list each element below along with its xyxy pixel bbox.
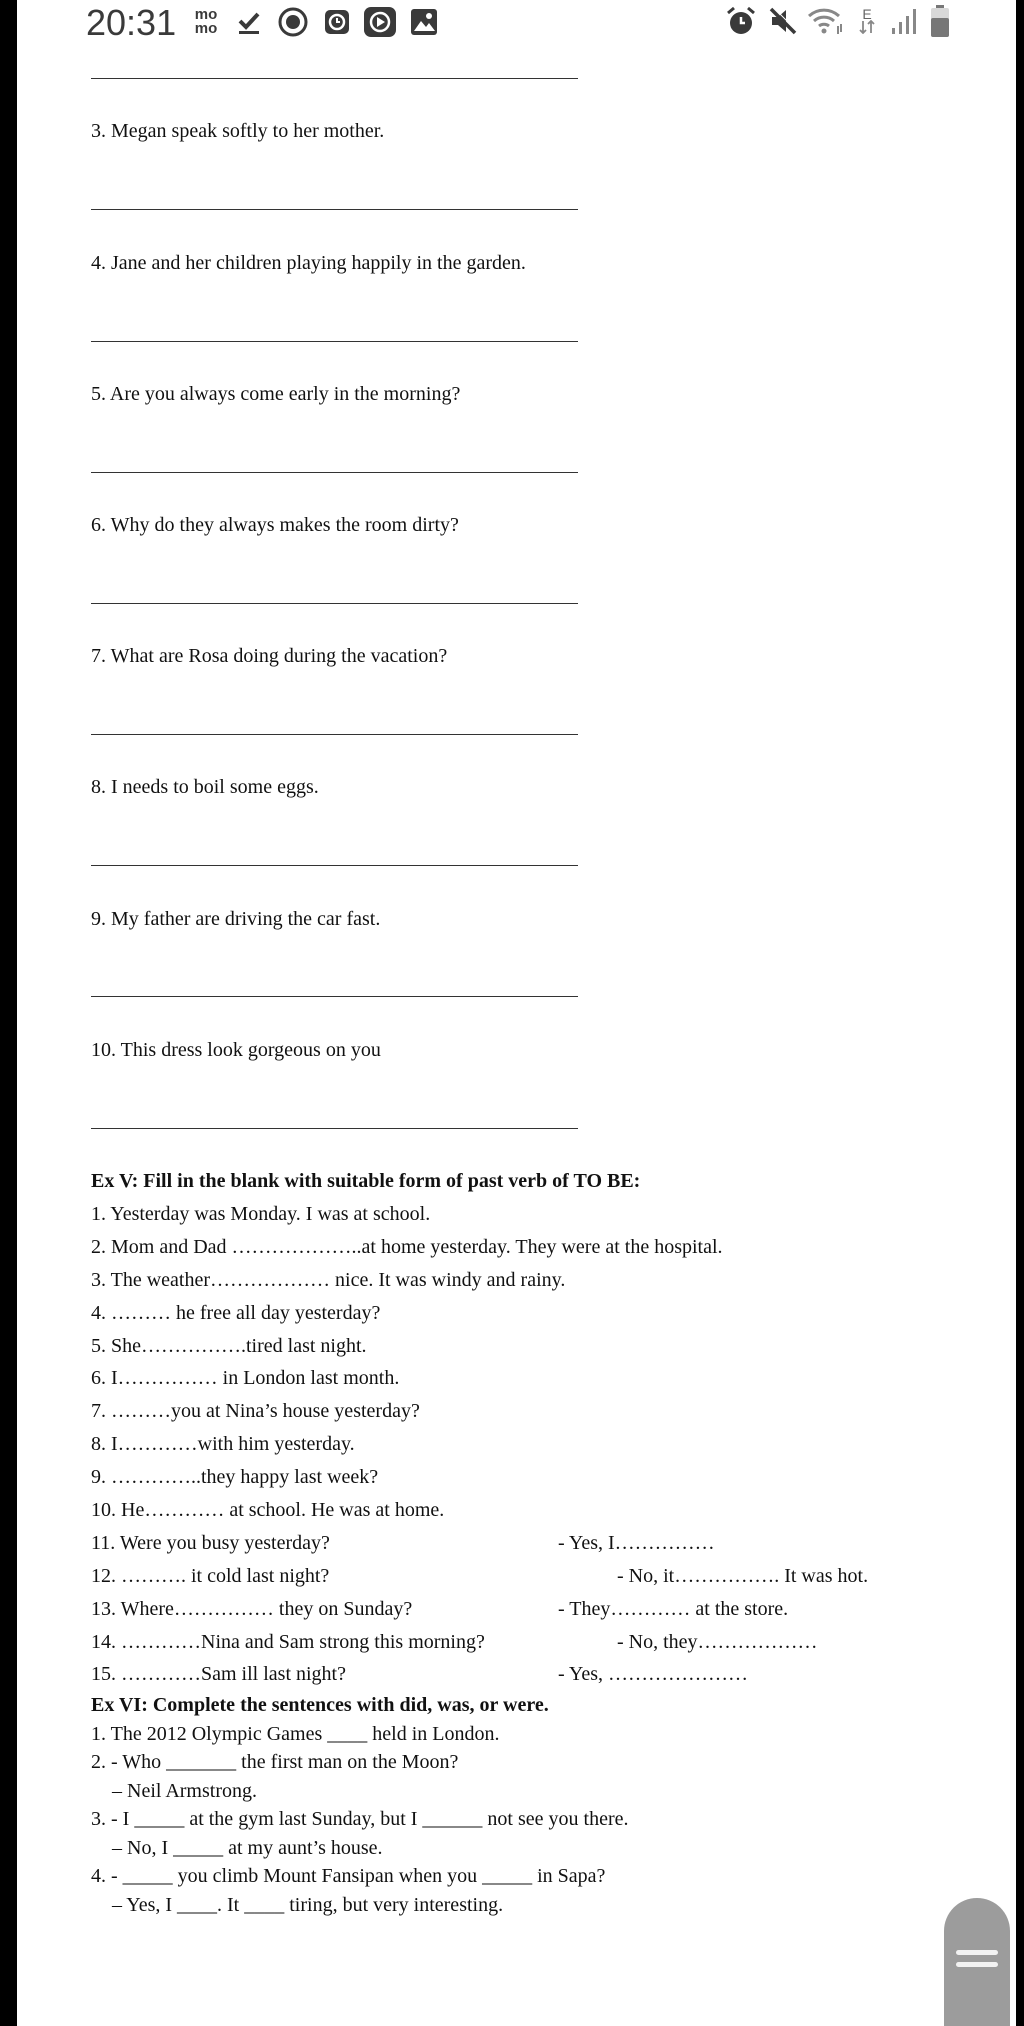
- ex6-line-2: 2. - Who _______ the first man on the Moon?: [91, 1751, 459, 1773]
- ex4-item-7: 7. What are Rosa doing during the vacation?: [91, 645, 448, 667]
- ex6-line-4-answer: – Yes, I ____. It ____ tiring, but very interesting.: [112, 1894, 504, 1916]
- ex5-line-11: 11. Were you busy yesterday?: [91, 1532, 330, 1554]
- ex4-item-4: 4. Jane and her children playing happily in the garden.: [91, 252, 526, 274]
- ex5-answer-12: - No, it……………. It was hot.: [617, 1565, 869, 1587]
- ex5-line-6: 6. I…………… in London last month.: [91, 1367, 400, 1389]
- battery-icon: [928, 4, 952, 38]
- handle-bar: [956, 1950, 998, 1955]
- ex5-answer-14: - No, they………………: [617, 1631, 818, 1653]
- wifi-icon: [806, 4, 846, 38]
- ex4-item-5: 5. Are you always come early in the morning?: [91, 383, 461, 405]
- mute-icon: [766, 4, 800, 38]
- ex6-line-3-answer: – No, I _____ at my aunt’s house.: [112, 1837, 383, 1859]
- ex5-line-1: 1. Yesterday was Monday. I was at school.: [91, 1203, 431, 1225]
- answer-line: [91, 209, 578, 210]
- ex5-title: Ex V: Fill in the blank with suitable form of past verb of TO BE:: [91, 1170, 641, 1192]
- answer-line: [91, 472, 578, 473]
- ex5-line-12: 12. ………. it cold last night?: [91, 1565, 330, 1587]
- ex5-line-15: 15. …………Sam ill last night?: [91, 1663, 346, 1685]
- alarm-icon: [724, 4, 758, 38]
- momo-icon: mo mo: [194, 6, 218, 37]
- ex4-item-9: 9. My father are driving the car fast.: [91, 908, 381, 930]
- status-bar: [0, 0, 1024, 46]
- ex4-item-10: 10. This dress look gorgeous on you: [91, 1039, 381, 1061]
- ex5-line-2: 2. Mom and Dad ………………..at home yesterday. They were at the hospital.: [91, 1236, 723, 1258]
- left-edge: [0, 0, 17, 2026]
- ex6-line-1: 1. The 2012 Olympic Games ____ held in London.: [91, 1723, 500, 1745]
- network-e-icon: E: [856, 4, 878, 38]
- ex4-item-8: 8. I needs to boil some eggs.: [91, 776, 319, 798]
- floating-menu-handle[interactable]: [944, 1898, 1010, 2026]
- signal-icon: [888, 4, 922, 38]
- answer-line: [91, 734, 578, 735]
- ex5-line-3: 3. The weather……………… nice. It was windy and rainy.: [91, 1269, 566, 1291]
- ex6-line-2-answer: – Neil Armstrong.: [112, 1780, 257, 1802]
- eye-icon: [276, 6, 310, 38]
- answer-line: [91, 996, 578, 997]
- ex4-item-6: 6. Why do they always makes the room dirty?: [91, 514, 459, 536]
- ex5-answer-15: - Yes, …………………: [558, 1663, 749, 1685]
- right-edge: [1016, 0, 1024, 2026]
- ex5-line-8: 8. I…………with him yesterday.: [91, 1433, 355, 1455]
- ex5-line-13: 13. Where…………… they on Sunday?: [91, 1598, 413, 1620]
- answer-line: [91, 865, 578, 866]
- ex5-line-4: 4. ……… he free all day yesterday?: [91, 1302, 381, 1324]
- answer-line: [91, 78, 578, 79]
- ex5-line-14: 14. …………Nina and Sam strong this morning?: [91, 1631, 485, 1653]
- clock-time: 20:31: [86, 2, 177, 43]
- gallery-icon: [408, 6, 440, 38]
- youtube-icon: [362, 6, 398, 38]
- ex5-line-10: 10. He………… at school. He was at home.: [91, 1499, 445, 1521]
- ex6-line-3: 3. - I _____ at the gym last Sunday, but I ______ not see you there.: [91, 1808, 629, 1830]
- ex5-line-5: 5. She…………….tired last night.: [91, 1335, 367, 1357]
- ex4-item-3: 3. Megan speak softly to her mother.: [91, 120, 385, 142]
- ex5-line-7: 7. ………you at Nina’s house yesterday?: [91, 1400, 420, 1422]
- download-check-icon: [234, 6, 264, 38]
- clock-app-icon: [322, 6, 352, 38]
- answer-line: [91, 341, 578, 342]
- answer-line: [91, 1128, 578, 1129]
- ex5-answer-13: - They………… at the store.: [558, 1598, 789, 1620]
- ex6-title: Ex VI: Complete the sentences with did, was, or were.: [91, 1694, 549, 1716]
- ex5-line-9: 9. …………..they happy last week?: [91, 1466, 379, 1488]
- ex5-answer-11: - Yes, I……………: [558, 1532, 715, 1554]
- ex6-line-4: 4. - _____ you climb Mount Fansipan when you _____ in Sapa?: [91, 1865, 606, 1887]
- answer-line: [91, 603, 578, 604]
- handle-bar: [956, 1962, 998, 1967]
